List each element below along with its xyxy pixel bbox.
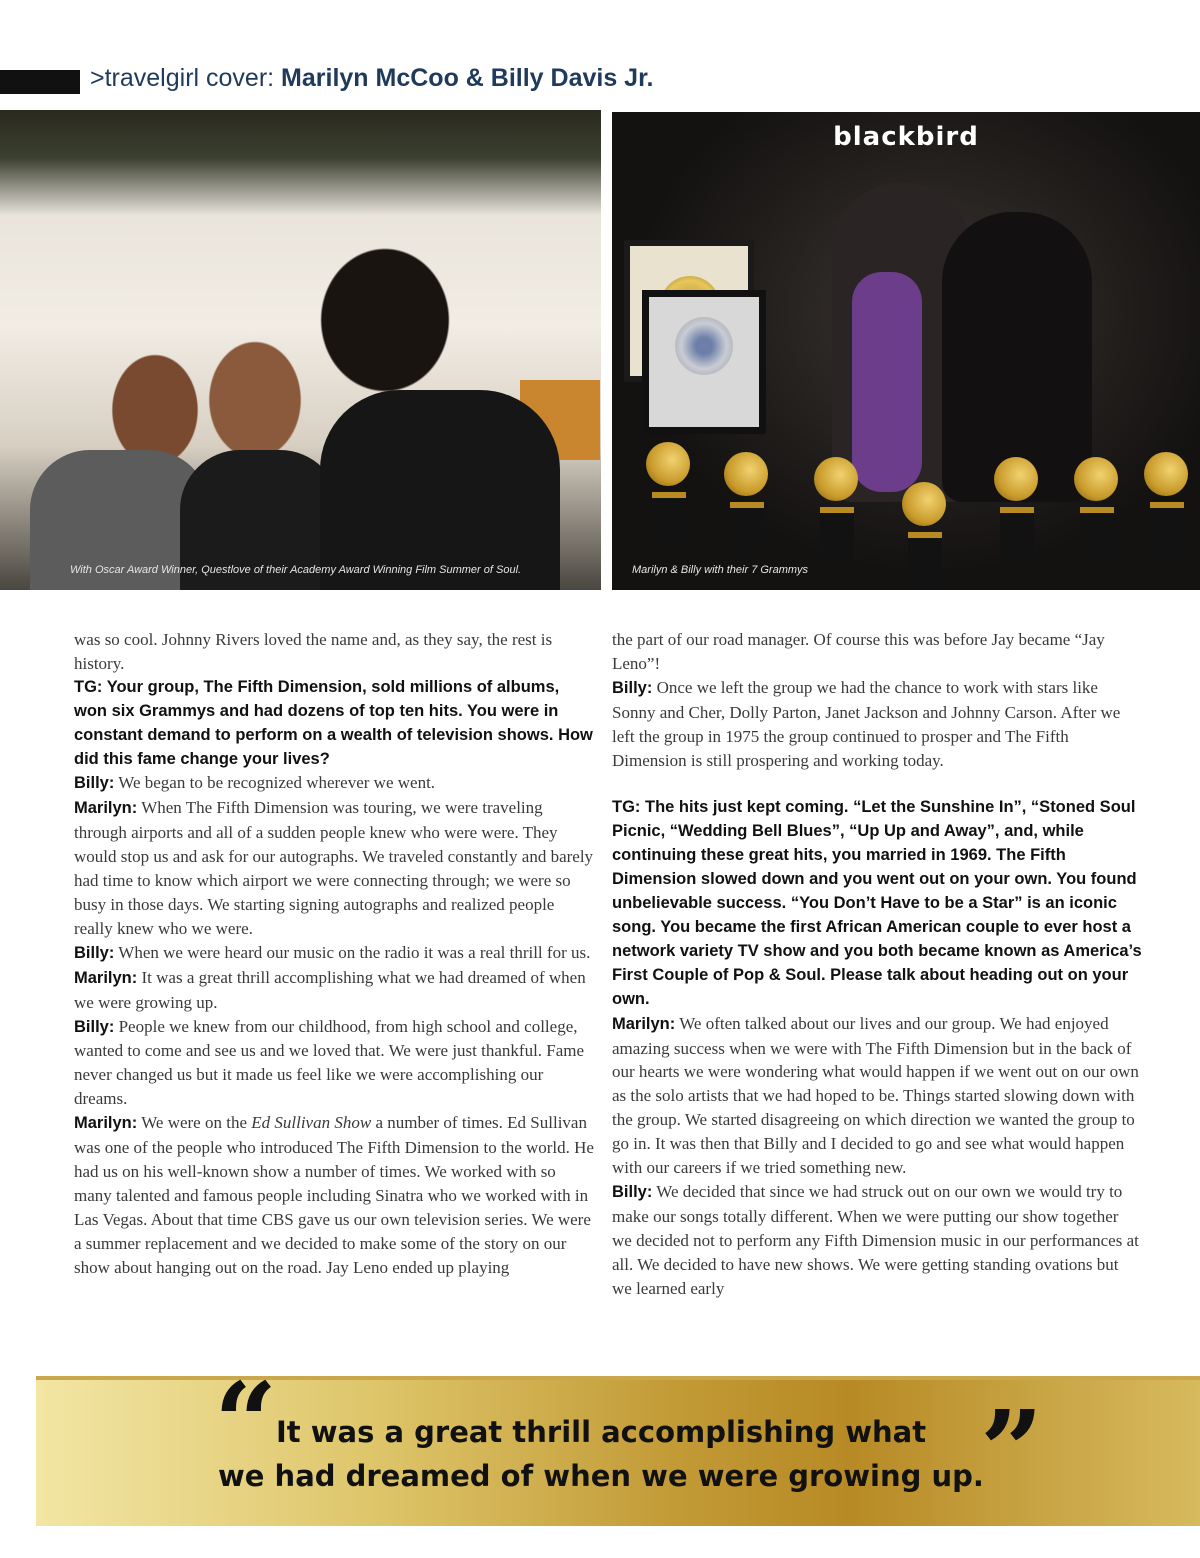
pull-quote-text — [218, 1410, 984, 1498]
paragraph: was so cool. Johnny Rivers loved the name and, as they say, the rest is history. — [74, 630, 553, 673]
speaker-label: Marilyn: — [74, 799, 138, 818]
speaker-label: Billy: — [74, 943, 115, 962]
paragraph: the part of our road manager. Of course this was before Jay became “Jay Leno”! — [612, 630, 1105, 673]
grammy-trophy-icon — [812, 457, 862, 557]
show-title: Ed Sullivan Show — [251, 1113, 372, 1133]
interview-question: TG: Your group, The Fifth Dimension, sold millions of albums, won six Grammys and had dozens of top ten hits. You were in constant demand to perform on a wealth of television shows. How did this fame change your lives? — [74, 677, 593, 768]
photo-caption-left: With Oscar Award Winner, Questlove of their Academy Award Winning Film Summer of Soul. — [70, 564, 522, 576]
article-column-1 — [74, 628, 594, 1279]
grammy-trophy-icon — [992, 457, 1042, 557]
blackbird-logo: blackbird — [833, 122, 979, 152]
grammy-trophy-icon — [722, 452, 772, 552]
platinum-disc-icon — [675, 317, 733, 375]
interview-question: TG: The hits just kept coming. “Let the Sunshine In”, “Stoned Soul Picnic, “Wedding Bell Blues”, “Up Up and Away”, and, while continuing these great hits, you married in 1969. The Fifth Dimension slowed down and you went out on your own. You found unbelievable success. “You Don’t Have to be a Star” is an iconic song. You became the first African American couple to ever host a network variety TV show and you both became known as America’s First Couple of Pop & Soul. Please talk about heading out on your own. — [612, 798, 1142, 1008]
photo-caption-right: Marilyn & Billy with their 7 Grammys — [632, 564, 809, 576]
answer-paragraph: Marilyn: When The Fifth Dimension was touring, we were traveling through airports and all of a sudden people knew who were were. They would stop us and ask for our autographs. We traveled constantly and barely had time to know which airport we were connecting through; we were so busy in those days. We starting signing autographs and realized people really knew who we were. — [74, 798, 594, 938]
grammy-trophy-icon — [900, 482, 950, 582]
article-column-2 — [612, 628, 1142, 1300]
answer-paragraph: Billy: We decided that since we had struck out on our own we would try to make our songs totally different. When we were putting our show together we decided not to perform any Fifth Dimension music in our performances at all. We decided to have new shows. We were getting standing ovations but we learned early — [612, 1181, 1139, 1298]
figure-questlove — [320, 390, 560, 590]
answer-paragraph: Billy: Once we left the group we had the chance to work with stars like Sonny and Cher, Dolly Parton, Janet Jackson and Johnny Carson. After we left the group in 1975 the group continued to prosper and The Fifth Dimension is still prospering and working today. — [612, 677, 1121, 770]
speaker-label: Billy: — [74, 1017, 115, 1036]
purple-scarf — [852, 272, 922, 492]
close-quote-icon: ” — [980, 1386, 1044, 1515]
platinum-record-plaque — [642, 290, 766, 434]
grammy-trophy-icon — [1072, 457, 1122, 557]
grammy-trophy-icon — [644, 442, 694, 542]
pull-quote-line-2: we had dreamed of when we were growing up. — [218, 1459, 984, 1493]
article-title: Marilyn McCoo & Billy Davis Jr. — [281, 64, 654, 92]
speaker-label: Marilyn: — [74, 1114, 138, 1133]
speaker-label: Marilyn: — [74, 968, 138, 987]
speaker-label: Marilyn: — [612, 1014, 676, 1033]
speaker-label: Billy: — [74, 774, 115, 793]
answer-paragraph: Billy: When we were heard our music on the radio it was a real thrill for us. — [74, 942, 591, 962]
pull-quote-line-1: It was a great thrill accomplishing what — [276, 1415, 927, 1449]
page-header — [90, 64, 653, 93]
answer-paragraph: Billy: People we knew from our childhood, from high school and college, wanted to come and see us and we loved that. We were just thankful. Fame never changed us but it made us feel like we were accomplishing our dreams. — [74, 1016, 585, 1109]
header-bar — [0, 70, 80, 94]
paragraph-gap — [612, 772, 1142, 796]
answer-paragraph: Marilyn: It was a great thrill accomplishing what we had dreamed of when we were growing up. — [74, 967, 586, 1012]
speaker-label: Billy: — [612, 1182, 653, 1201]
grammy-trophy-icon — [1142, 452, 1192, 552]
section-label: >travelgirl cover: — [90, 64, 282, 92]
open-quote-icon: “ — [214, 1358, 278, 1487]
speaker-label: Billy: — [612, 678, 653, 697]
photo-questlove — [0, 110, 601, 590]
pull-quote-band — [36, 1358, 1200, 1526]
answer-paragraph: Marilyn: We were on the Ed Sullivan Show a number of times. Ed Sullivan was one of the people who introduced The Fifth Dimension to the world. He had us on his well-known show a number of times. We worked with so many talented and famous people including Sinatra who we worked with in Las Vegas. About that time CBS gave us our own television series. We were a summer replacement and we decided to make some of the story on our show about hanging out on the road. Jay Leno ended up playing — [74, 1113, 594, 1277]
answer-paragraph: Billy: We began to be recognized wherever we went. — [74, 773, 436, 793]
photo-grammys — [612, 112, 1200, 590]
answer-paragraph: Marilyn: We often talked about our lives and our group. We had enjoyed amazing success when we were with The Fifth Dimension but in the back of our hearts we were wondering what would happen if we went out on our own as the solo artists that we had hoped to be. Things started slowing down with the group. We started disagreeing on which direction we wanted the group to go in. It was then that Billy and I decided to go and see what would happen with our careers if we tried something new. — [612, 1013, 1139, 1178]
